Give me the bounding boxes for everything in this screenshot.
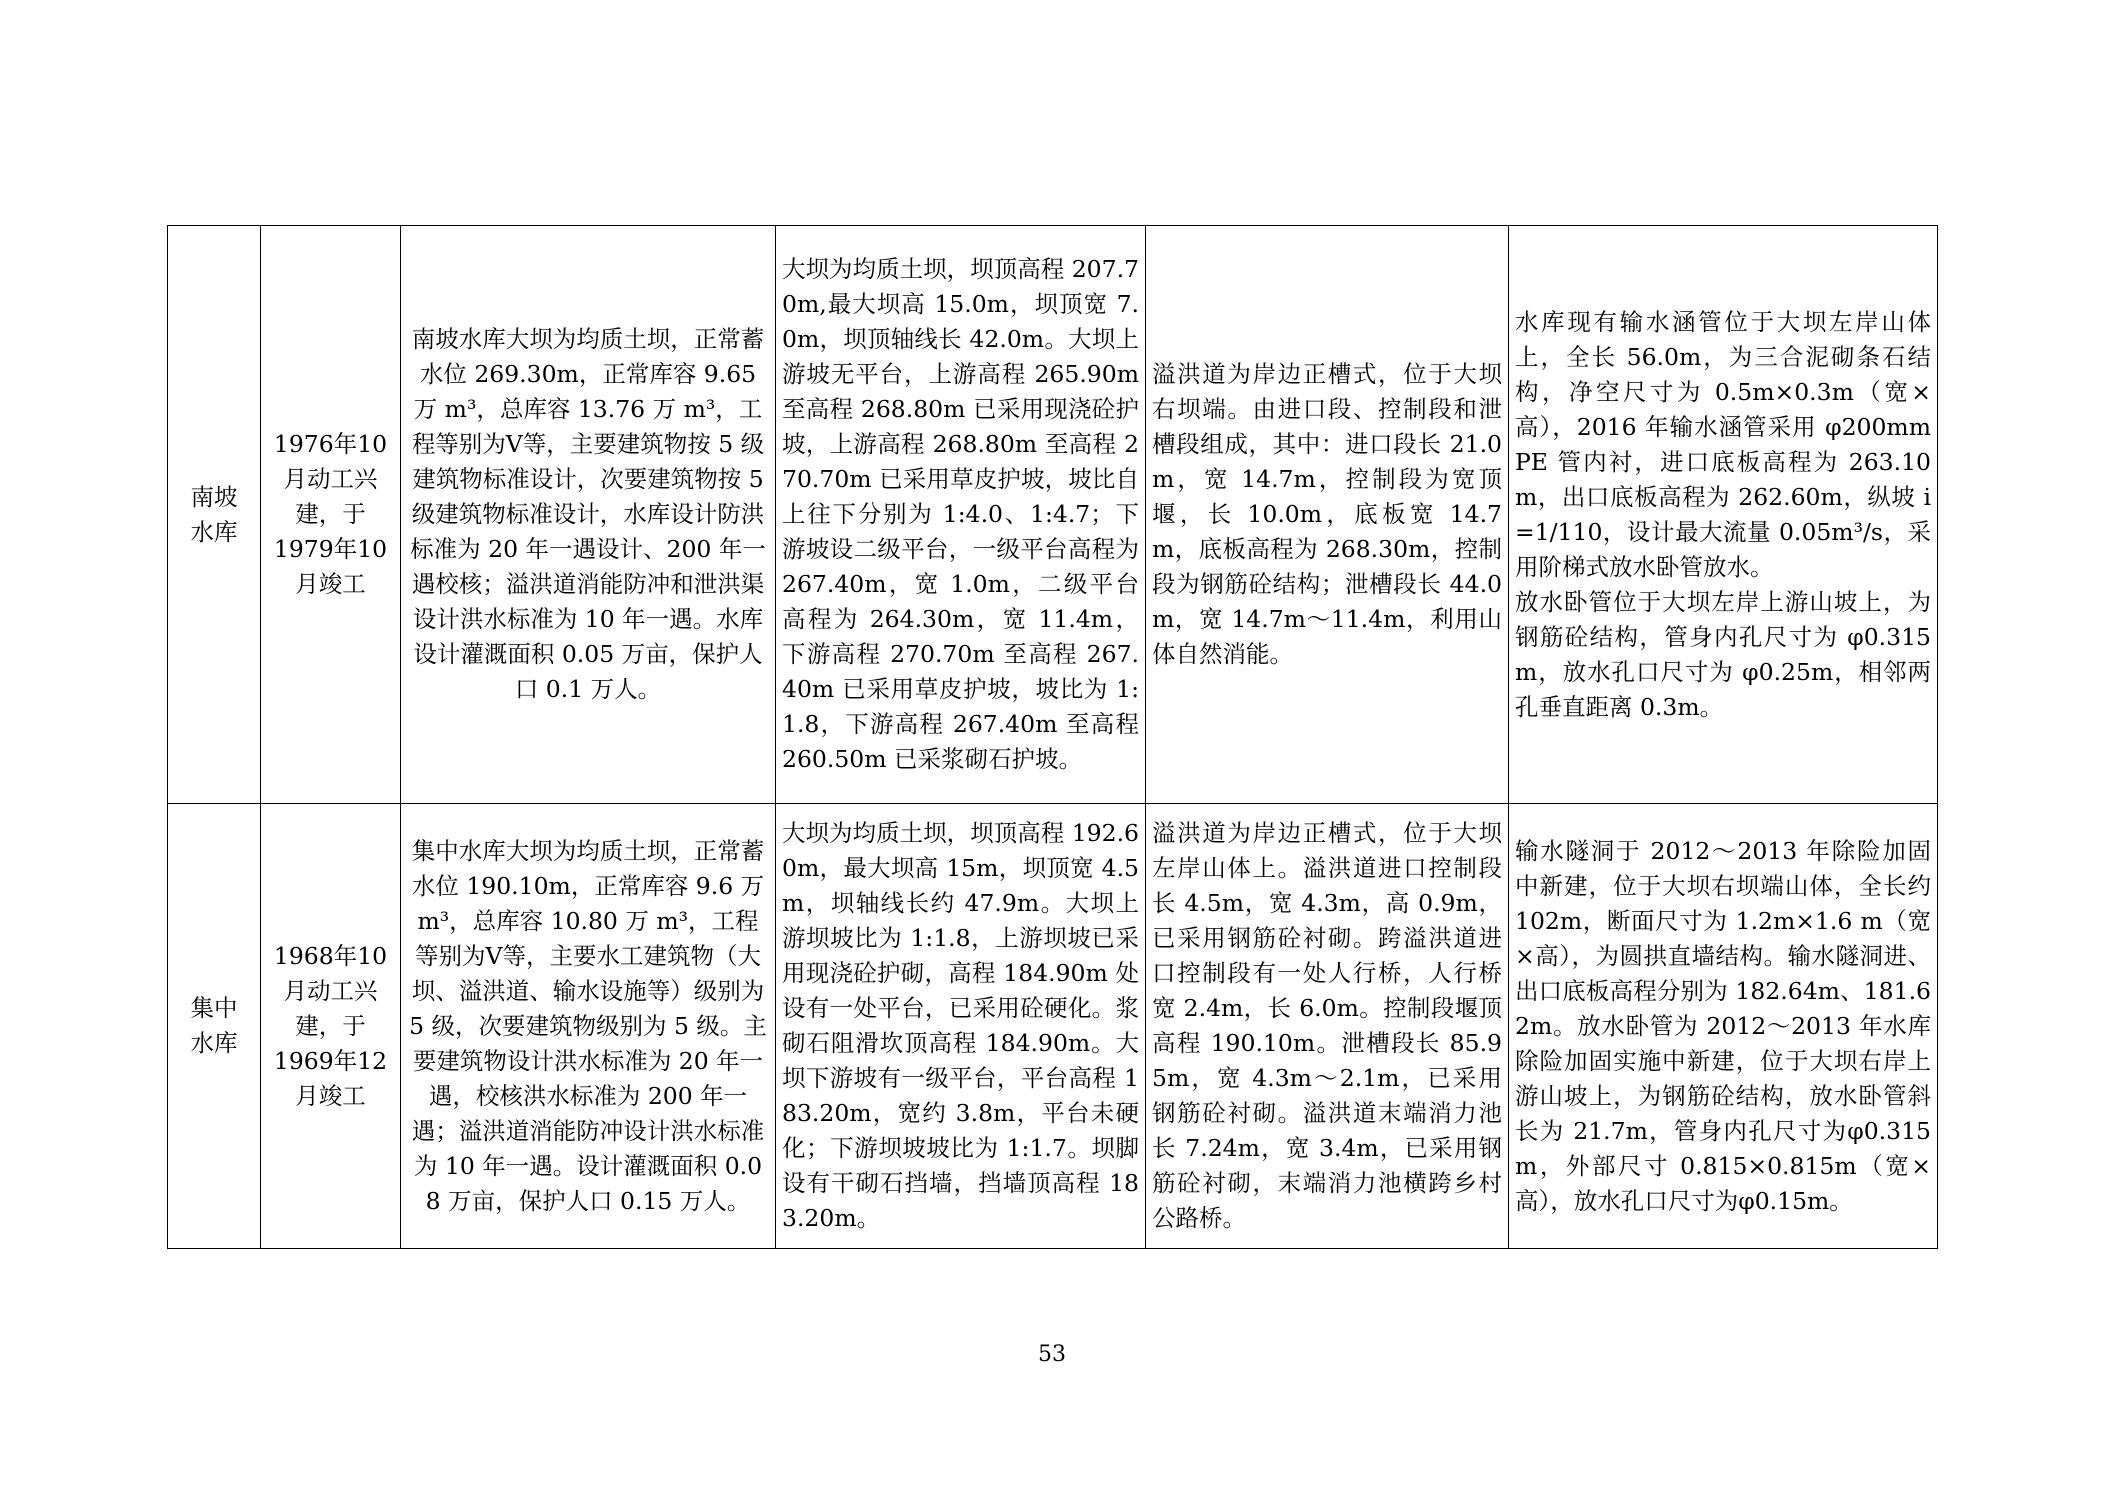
overview-text: 集中水库大坝为均质土坝，正常蓄水位 190.10m，正常库容 9.6 万 m³，总库容 10.80 万 m³，工程等别为Ⅴ等，主要水工建筑物（大坝、溢洪道、输水设施等）级别为 5 级，次要建筑物级别为 5 级。主要建筑物设计洪水标准为 20 年一遇，校核洪水标准为 200 年一遇；溢洪道消能防冲设计洪水标准为 10 年一遇。设计灌溉面积 0.08 万亩，保护人口 0.15 万人。	[409, 836, 772, 1215]
outlet-text: 输水隧洞于 2012～2013 年除险加固中新建，位于大坝右坝端山体，全长约 102m，断面尺寸为 1.2m×1.6 m（宽×高），为圆拱直墙结构。输水隧洞进、出口底板高程分别为 182.64m、181.62m。放水卧管为 2012～2013 年水库除险加固实施中新建，位于大坝右岸上游山坡上，为钢筋砼结构，放水卧管斜长为 21.7m，管身内孔尺寸为φ0.315m，外部尺寸 0.815×0.815m（宽×高），放水孔口尺寸为φ0.15m。	[1515, 836, 1939, 1215]
page-number: 53	[1038, 1342, 1066, 1367]
reservoir-name: 南坡 水库	[190, 482, 238, 546]
overview-cell	[401, 804, 776, 1249]
reservoir-table	[167, 225, 1938, 1249]
construction-date-cell	[261, 226, 401, 804]
spillway-text: 溢洪道为岸边正槽式，位于大坝左岸山体上。溢洪道进口控制段长 4.5m，宽 4.3m，高 0.9m，已采用钢筋砼衬砌。跨溢洪道进口控制段有一处人行桥，人行桥宽 2.4m，长 6.0m。控制段堰顶高程 190.10m。泄槽段长 85.95m，宽 4.3m～2.1m，已采用钢筋砼衬砌。溢洪道末端消力池长 7.24m，宽 3.4m，已采用钢筋砼衬砌，末端消力池横跨乡村公路桥。	[1152, 819, 1502, 1232]
dam-cell	[776, 226, 1146, 804]
dam-text: 大坝为均质土坝，坝顶高程 192.60m，最大坝高 15m，坝顶宽 4.5m，坝轴线长约 47.9m。大坝上游坝坡比为 1:1.8，上游坝坡已采用现浇砼护砌，高程 184.90m 处设有一处平台，已采用砼硬化。浆砌石阻滑坎顶高程 184.90m。大坝下游坡有一级平台，平台高程 183.20m，宽约 3.8m，平台未硬化；下游坝坡坡比为 1:1.7。坝脚设有干砌石挡墙，挡墙顶高程 183.20m。	[782, 819, 1139, 1232]
outlet-text: 水库现有输水涵管位于大坝左岸山体上，全长 56.0m，为三合泥砌条石结构，净空尺寸为 0.5m×0.3m（宽×高），2016 年输水涵管采用 φ200mmPE 管内衬，进口底板高程为 263.10m，出口底板高程为 262.60m，纵坡 i=1/110，设计最大流量 0.05m³/s，采用阶梯式放水卧管放水。 放水卧管位于大坝左岸上游山坡上，为钢筋砼结构，管身内孔尺寸为 φ0.315m，放水孔口尺寸为 φ0.25m，相邻两孔垂直距离 0.3m。	[1515, 307, 1931, 721]
overview-text: 南坡水库大坝为均质土坝，正常蓄水位 269.30m，正常库容 9.65 万 m³，总库容 13.76 万 m³，工程等别为Ⅴ等，主要建筑物按 5 级建筑物标准设计，次要建筑物按 5 级建筑物标准设计，水库设计防洪标准为 20 年一遇设计、200 年一遇校核；溢洪道消能防冲和泄洪渠设计洪水标准为 10 年一遇。水库设计灌溉面积 0.05 万亩，保护人口 0.1 万人。	[410, 325, 772, 703]
outlet-cell	[1509, 226, 1938, 804]
overview-cell	[401, 226, 776, 804]
dam-text: 大坝为均质土坝，坝顶高程 207.70m,最大坝高 15.0m，坝顶宽 7.0m，坝顶轴线长 42.0m。大坝上游坡无平台，上游高程 265.90m 至高程 268.80m 已采用现浇砼护坡，上游高程 268.80m 至高程 270.70m 已采用草皮护坡，坡比自上往下分别为 1:4.0、1:4.7；下游坡设二级平台，一级平台高程为 267.40m，宽 1.0m，二级平台高程为 264.30m，宽 11.4m，下游高程 270.70m 至高程 267.40m 已采用草皮护坡，坡比为 1:1.8，下游高程 267.40m 至高程 260.50m 已采浆砌石护坡。	[782, 255, 1147, 773]
spillway-cell	[1146, 226, 1509, 804]
reservoir-name-cell	[168, 226, 261, 804]
construction-dates: 1968年10 月动工兴 建，于 1969年12 月竣工	[273, 941, 388, 1110]
reservoir-name-cell	[168, 804, 261, 1249]
spillway-cell	[1146, 804, 1509, 1249]
spillway-text: 溢洪道为岸边正槽式，位于大坝右坝端。由进口段、控制段和泄槽段组成，其中：进口段长 21.0m，宽 14.7m，控制段为宽顶堰，长 10.0m，底板宽 14.7m，底板高程为 268.30m，控制段为钢筋砼结构；泄槽段长 44.0m，宽 14.7m～11.4m，利用山体自然消能。	[1152, 360, 1502, 668]
reservoir-name: 集中 水库	[190, 994, 238, 1057]
table-row	[168, 226, 1938, 804]
table-row	[168, 804, 1938, 1249]
construction-date-cell	[261, 804, 401, 1249]
dam-cell	[776, 804, 1146, 1249]
outlet-cell	[1509, 804, 1938, 1249]
construction-dates: 1976年10 月动工兴 建，于 1979年10 月竣工	[273, 430, 388, 598]
